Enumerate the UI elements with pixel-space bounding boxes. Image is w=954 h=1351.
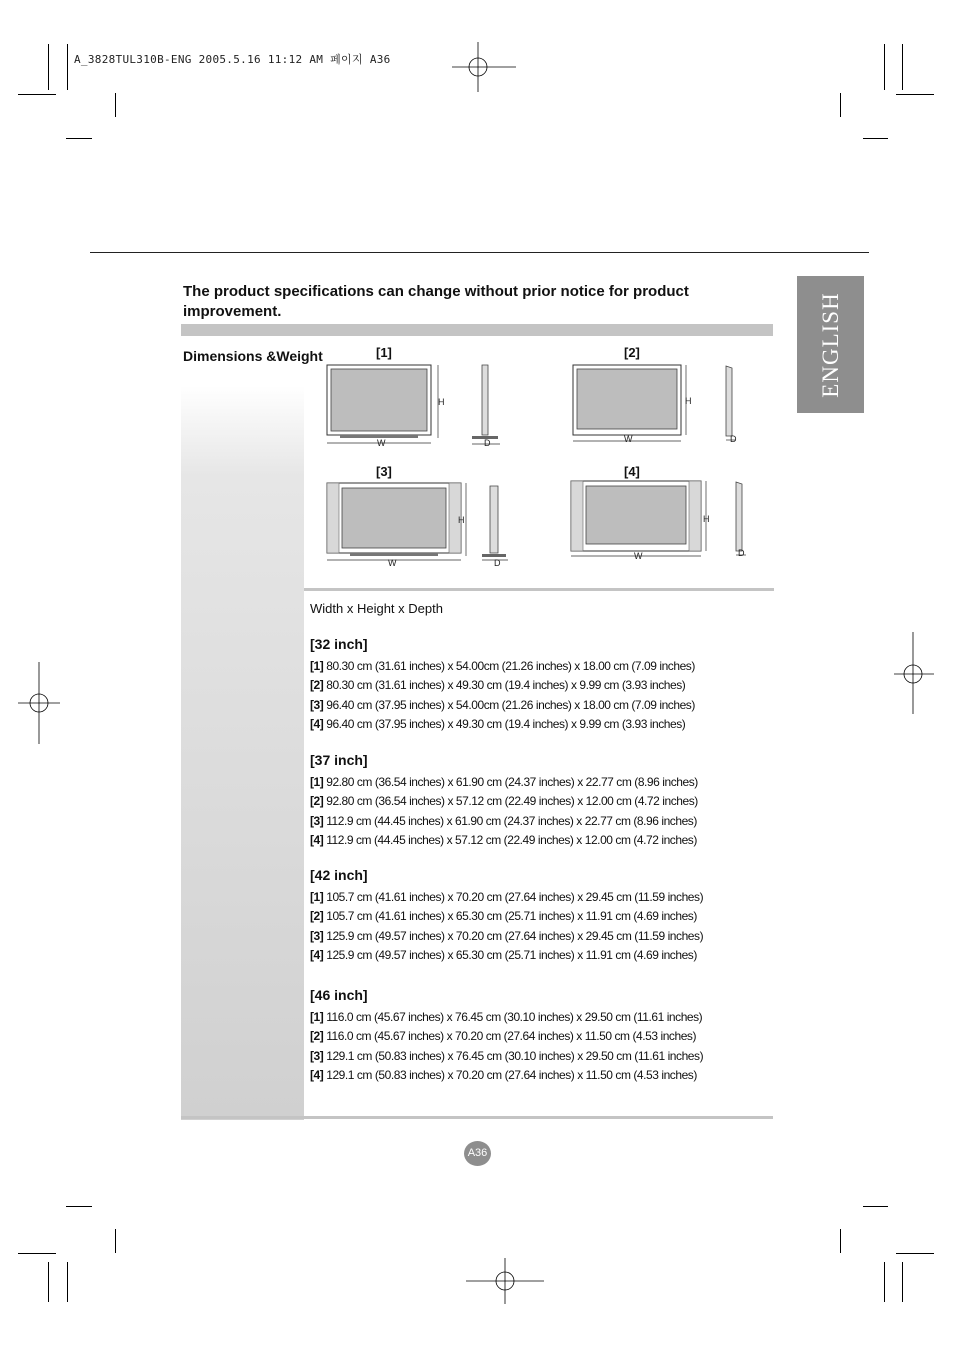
figure-1-w-label: W [377,438,386,448]
figure-3-diagram [322,478,512,568]
label-column [181,336,304,1120]
print-imprint: A_3828TUL310B-ENG 2005.5.16 11:12 AM 페이지 A36 [74,53,391,66]
spec-group-title: [32 inch] [310,636,368,652]
spec-row: [4] 129.1 cm (50.83 inches) x 70.20 cm (27.64 inches) x 11.50 cm (4.53 inches) [310,1067,697,1082]
spec-row: [3] 112.9 cm (44.45 inches) x 61.90 cm (24.37 inches) x 22.77 cm (8.96 inches) [310,813,697,828]
registration-mark-left [18,662,60,744]
spec-group-42 [310,867,703,965]
registration-mark-top [452,42,516,92]
bottom-rule [181,1116,773,1119]
figure-3-label: [3] [376,464,392,479]
figure-1-d-label: D [484,438,491,448]
figure-4-w-label: W [634,551,643,561]
registration-mark-bottom [466,1258,544,1304]
figure-4-h-label: H [703,514,710,524]
spec-row: [2] 116.0 cm (45.67 inches) x 70.20 cm (27.64 inches) x 11.50 cm (4.53 inches) [310,1029,697,1044]
spec-row: [1] 92.80 cm (36.54 inches) x 61.90 cm (24.37 inches) x 22.77 cm (8.96 inches) [310,775,698,789]
figure-1-diagram [322,360,512,450]
figure-4-diagram [566,476,752,564]
spec-row: [2] 105.7 cm (41.61 inches) x 65.30 cm (25.71 inches) x 11.91 cm (4.69 inches) [310,909,697,924]
spec-row: [1] 116.0 cm (45.67 inches) x 76.45 cm (30.10 inches) x 29.50 cm (11.61 inches) [310,1010,703,1024]
spec-row: [1] 105.7 cm (41.61 inches) x 70.20 cm (27.64 inches) x 29.45 cm (11.59 inches) [310,890,704,904]
spec-group-32 [310,636,695,734]
spec-row: [2] 80.30 cm (31.61 inches) x 49.30 cm (19.4 inches) x 9.99 cm (3.93 inches) [310,678,686,693]
figure-3-h-label: H [458,515,465,525]
spec-row: [2] 92.80 cm (36.54 inches) x 57.12 cm (22.49 inches) x 12.00 cm (4.72 inches) [310,794,698,809]
spec-row: [4] 125.9 cm (49.57 inches) x 65.30 cm (25.71 inches) x 11.91 cm (4.69 inches) [310,947,697,962]
figure-3-w-label: W [388,558,397,568]
spec-group-title: [46 inch] [310,987,368,1003]
page-number-badge: A36 [464,1141,491,1166]
figure-1-label: [1] [376,345,392,360]
spec-row: [4] 96.40 cm (37.95 inches) x 49.30 cm (19.4 inches) x 9.99 cm (3.93 inches) [310,716,686,731]
figure-1-h-label: H [438,397,445,407]
language-tab-label: ENGLISH [817,291,843,398]
measure-legend: Width x Height x Depth [310,601,443,616]
spec-row: [3] 129.1 cm (50.83 inches) x 76.45 cm (30.10 inches) x 29.50 cm (11.61 inches) [310,1048,704,1063]
figures-divider [304,588,774,591]
spec-row: [4] 112.9 cm (44.45 inches) x 57.12 cm (22.49 inches) x 12.00 cm (4.72 inches) [310,832,697,847]
top-rule [90,252,869,253]
spec-row: [3] 125.9 cm (49.57 inches) x 70.20 cm (27.64 inches) x 29.45 cm (11.59 inches) [310,928,704,943]
language-tab [797,276,864,413]
spec-group-title: [42 inch] [310,867,368,883]
spec-group-37 [310,752,698,850]
figure-2-diagram [568,360,748,448]
spec-group-46 [310,987,703,1085]
figure-2-h-label: H [685,396,692,406]
section-label: Dimensions &Weight [183,348,323,364]
table-header-bar [181,324,773,336]
spec-notice: The product specifications can change without prior notice for product improvement. [183,283,689,320]
spec-group-title: [37 inch] [310,752,368,768]
registration-mark-right [894,632,934,714]
figure-4-label: [4] [624,464,640,479]
spec-row: [3] 96.40 cm (37.95 inches) x 54.00cm (21.26 inches) x 18.00 cm (7.09 inches) [310,697,695,712]
figure-3-d-label: D [494,558,501,568]
figure-2-d-label: D [730,434,737,444]
figure-2-w-label: W [624,434,633,444]
figure-2-label: [2] [624,345,640,360]
figure-4-d-label: D [738,548,745,558]
spec-row: [1] 80.30 cm (31.61 inches) x 54.00cm (21.26 inches) x 18.00 cm (7.09 inches) [310,659,695,673]
